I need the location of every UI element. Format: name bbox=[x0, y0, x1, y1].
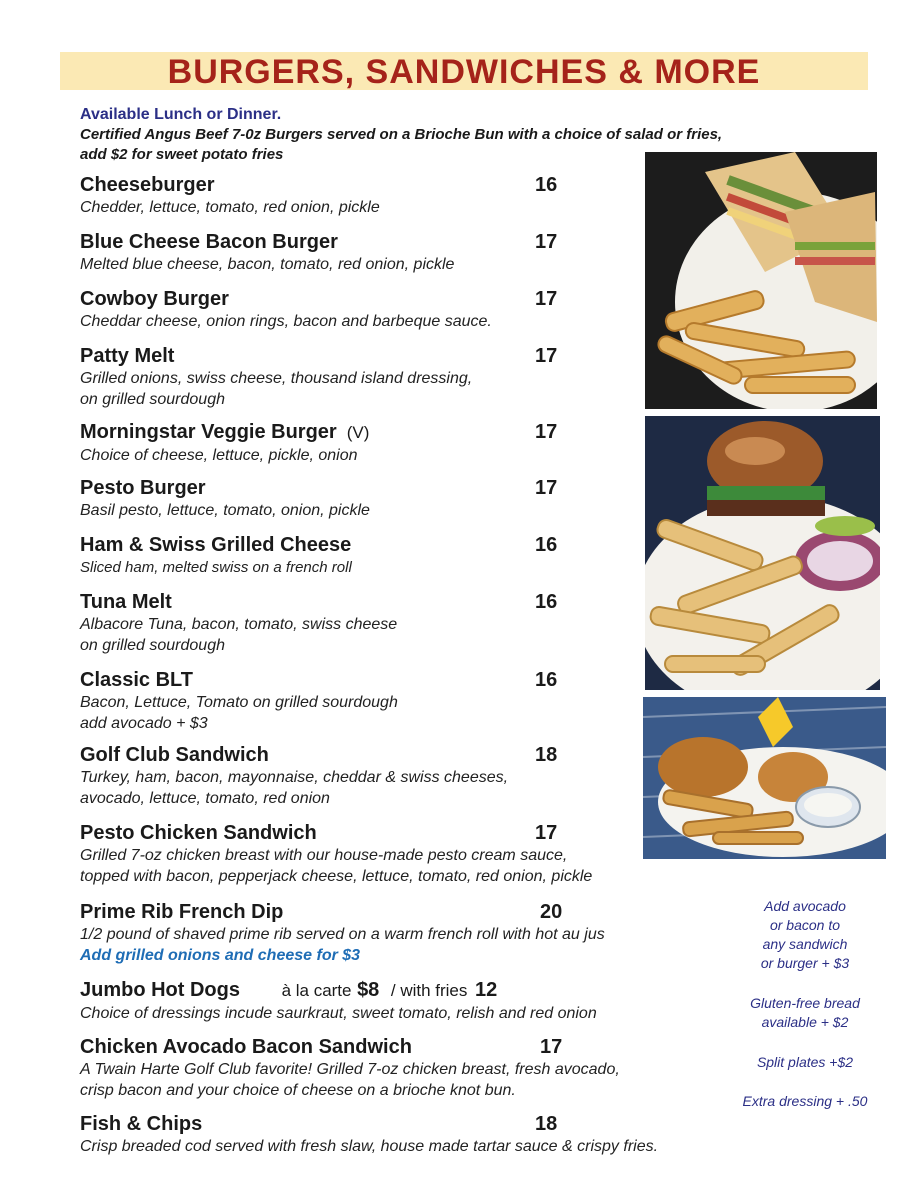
note-line: Gluten-free bread bbox=[750, 995, 860, 1011]
item-name: Cheeseburger bbox=[80, 174, 215, 196]
item-description: Choice of dressings incude saurkraut, sweet tomato, relish and red onion bbox=[80, 1005, 597, 1022]
a-la-carte-label: à la carte bbox=[281, 981, 352, 1000]
menu-item-classic-blt bbox=[80, 668, 558, 734]
item-description: Cheddar cheese, onion rings, bacon and barbeque sauce. bbox=[80, 313, 492, 330]
menu-item-pesto-burger bbox=[80, 476, 558, 521]
item-price: 17 bbox=[535, 288, 558, 310]
item-description: Turkey, ham, bacon, mayonnaise, cheddar & swiss cheeses, bbox=[80, 769, 509, 786]
menu-item-ham-swiss-grilled-cheese bbox=[80, 533, 558, 578]
title-banner bbox=[60, 52, 868, 90]
item-description: Albacore Tuna, bacon, tomato, swiss cheese bbox=[80, 616, 398, 633]
item-name: Ham & Swiss Grilled Cheese bbox=[80, 534, 352, 556]
item-price: 16 bbox=[535, 534, 558, 556]
item-description-2: crisp bacon and your choice of cheese on a brioche knot bun. bbox=[80, 1082, 516, 1099]
item-name: Golf Club Sandwich bbox=[80, 744, 269, 766]
menu-item-cowboy-burger bbox=[80, 287, 558, 332]
item-name: Fish & Chips bbox=[80, 1113, 203, 1135]
item-price: 16 bbox=[535, 669, 558, 691]
item-name: Tuna Melt bbox=[80, 591, 172, 613]
menu-item-blue-cheese-bacon-burger bbox=[80, 230, 558, 275]
menu-item-pesto-chicken-sandwich bbox=[80, 821, 592, 887]
burger-description-line2: add $2 for sweet potato fries bbox=[80, 146, 284, 163]
item-price: 17 bbox=[535, 345, 558, 367]
item-price: 17 bbox=[535, 421, 558, 443]
fish-and-chips-photo bbox=[643, 697, 886, 859]
note-line: Add avocado bbox=[764, 898, 846, 914]
item-description-2: on grilled sourdough bbox=[80, 637, 225, 654]
gluten-free-note bbox=[740, 994, 870, 1032]
item-description: A Twain Harte Golf Club favorite! Grilled 7-oz chicken breast, fresh avocado, bbox=[80, 1061, 620, 1078]
item-price: 16 bbox=[535, 174, 558, 196]
item-description: Sliced ham, melted swiss on a french roll bbox=[80, 559, 352, 576]
item-name: Jumbo Hot Dogs bbox=[80, 979, 240, 1001]
item-name: Patty Melt bbox=[80, 345, 175, 367]
item-price: 16 bbox=[535, 591, 558, 613]
item-price: 18 bbox=[535, 744, 558, 766]
menu-item-veggie-burger bbox=[80, 420, 558, 466]
extra-dressing-note: Extra dressing + .50 bbox=[742, 1093, 868, 1109]
menu-item-cheeseburger bbox=[80, 173, 558, 218]
add-on-note: Add grilled onions and cheese for $3 bbox=[80, 947, 361, 964]
item-name: Classic BLT bbox=[80, 669, 193, 691]
menu-item-tuna-melt bbox=[80, 590, 558, 656]
item-name: Morningstar Veggie Burger bbox=[80, 421, 337, 443]
vegetarian-tag: (V) bbox=[346, 423, 370, 442]
item-description-2: avocado, lettuce, tomato, red onion bbox=[80, 790, 330, 807]
menu-item-jumbo-hot-dogs bbox=[80, 978, 597, 1024]
item-description-2: on grilled sourdough bbox=[80, 391, 225, 408]
burger-with-fries-photo bbox=[645, 416, 880, 690]
item-description-2: topped with bacon, pepperjack cheese, lettuce, tomato, red onion, pickle bbox=[80, 868, 593, 885]
item-name: Chicken Avocado Bacon Sandwich bbox=[80, 1036, 412, 1058]
item-price: 20 bbox=[540, 901, 563, 923]
note-line: any sandwich bbox=[762, 936, 848, 952]
item-description: Choice of cheese, lettuce, pickle, onion bbox=[80, 447, 358, 464]
item-price: 17 bbox=[535, 231, 558, 253]
item-description: Grilled onions, swiss cheese, thousand island dressing, bbox=[80, 370, 473, 387]
note-line: or bacon to bbox=[769, 917, 841, 933]
with-fries-label: / with fries bbox=[390, 981, 468, 1000]
note-line: or burger + $3 bbox=[760, 955, 850, 971]
club-sandwich-photo bbox=[645, 152, 877, 409]
menu-item-patty-melt bbox=[80, 344, 558, 410]
item-name: Prime Rib French Dip bbox=[80, 901, 284, 923]
split-plates-note: Split plates +$2 bbox=[756, 1054, 854, 1070]
item-price: 18 bbox=[535, 1113, 558, 1135]
menu-item-chicken-avocado-bacon-sandwich bbox=[80, 1035, 620, 1101]
menu-item-fish-and-chips bbox=[80, 1112, 658, 1157]
item-name: Blue Cheese Bacon Burger bbox=[80, 231, 338, 253]
item-price: 17 bbox=[540, 1036, 563, 1058]
item-price: 12 bbox=[474, 979, 498, 1001]
item-name: Cowboy Burger bbox=[80, 288, 229, 310]
availability-note: Available Lunch or Dinner. bbox=[80, 106, 282, 123]
menu-item-prime-rib-french-dip bbox=[80, 900, 605, 966]
item-price: 17 bbox=[535, 822, 558, 844]
item-description: Basil pesto, lettuce, tomato, onion, pickle bbox=[80, 502, 370, 519]
item-description: Crisp breaded cod served with fresh slaw, house made tartar sauce & crispy fries. bbox=[80, 1138, 659, 1155]
item-description-2: add avocado + $3 bbox=[80, 715, 208, 732]
item-price: 17 bbox=[535, 477, 558, 499]
item-description: Grilled 7-oz chicken breast with our house-made pesto cream sauce, bbox=[80, 847, 568, 864]
burger-description-line1: Certified Angus Beef 7-0z Burgers served on a Brioche Bun with a choice of salad or fries, bbox=[80, 126, 723, 143]
page-title: BURGERS, SANDWICHES & MORE bbox=[167, 53, 761, 91]
note-line: available + $2 bbox=[761, 1014, 849, 1030]
item-name: Pesto Burger bbox=[80, 477, 206, 499]
item-name: Pesto Chicken Sandwich bbox=[80, 822, 317, 844]
a-la-carte-price: $8 bbox=[357, 979, 380, 1001]
item-description: Bacon, Lettuce, Tomato on grilled sourdough bbox=[80, 694, 398, 711]
item-description: Chedder, lettuce, tomato, red onion, pickle bbox=[80, 199, 380, 216]
menu-item-golf-club-sandwich bbox=[80, 743, 558, 809]
item-description: Melted blue cheese, bacon, tomato, red onion, pickle bbox=[80, 256, 455, 273]
item-description: 1/2 pound of shaved prime rib served on a warm french roll with hot au jus bbox=[80, 926, 605, 943]
avocado-bacon-note bbox=[740, 897, 870, 973]
